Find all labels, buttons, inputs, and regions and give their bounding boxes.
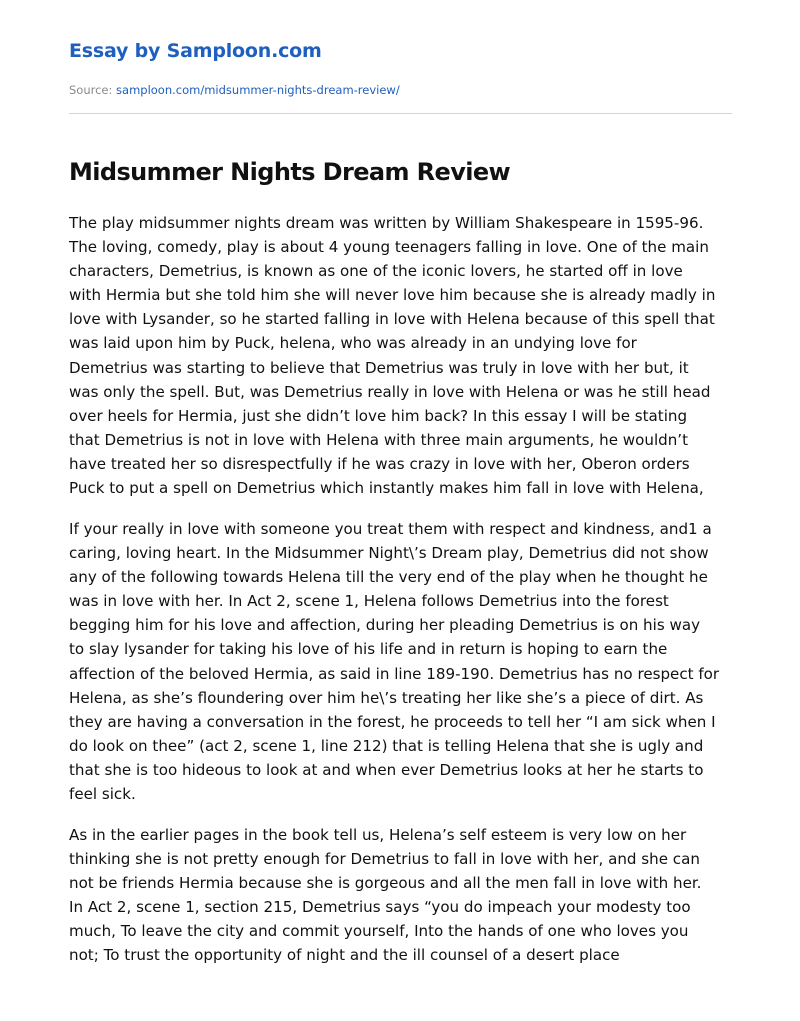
source-label: Source:: [69, 83, 113, 97]
text-line: feel sick.: [69, 785, 136, 804]
text-line: Puck to put a spell on Demetrius which instantly makes him fall in love with Helena,: [69, 479, 704, 498]
source-link[interactable]: samploon.com/midsummer-nights-dream-review/: [116, 83, 400, 97]
paragraph: [69, 211, 715, 500]
source-line: [69, 83, 400, 97]
paragraph: [69, 823, 702, 968]
text-line: As in the earlier pages in the book tell us, Helena’s self esteem is very low on her: [69, 826, 687, 844]
text-line: to slay lysander for taking his love of his life and in return is hoping to earn the: [69, 640, 668, 659]
paragraph: [69, 517, 719, 806]
text-line: over heels for Hermia, just she didn’t love him back? In this essay I will be stating: [69, 406, 688, 425]
text-line: was in love with her. In Act 2, scene 1, Helena follows Demetrius into the forest: [69, 592, 669, 611]
text-line: Demetrius was starting to believe that Demetrius was truly in love with her but, it: [69, 358, 689, 377]
text-line: affection of the beloved Hermia, as said in line 189-190. Demetrius has no respect for: [69, 664, 720, 683]
text-line: they are having a conversation in the forest, he proceeds to tell her “I am sick when I: [69, 712, 716, 731]
text-line: The play midsummer nights dream was written by William Shakespeare in 1595-96.: [69, 214, 704, 232]
text-line: was only the spell. But, was Demetrius really in love with Helena or was he still head: [69, 382, 711, 401]
text-line: with Hermia but she told him she will never love him because she is already madly in: [69, 286, 716, 305]
text-line: characters, Demetrius, is known as one of the iconic lovers, he started off in love: [69, 262, 683, 281]
site-brand: Essay by Samploon.com: [69, 40, 322, 62]
text-line: do look on thee” (act 2, scene 1, line 212) that is telling Helena that she is ugly and: [69, 736, 704, 755]
header-divider: [69, 113, 732, 114]
text-line: In Act 2, scene 1, section 215, Demetrius says “you do impeach your modesty too: [69, 898, 691, 917]
text-line: have treated her so disrespectfully if he was crazy in love with her, Oberon orders: [69, 454, 690, 473]
text-line: Helena, as she’s floundering over him he\’s treating her like she’s a piece of dirt. As: [69, 688, 704, 707]
text-line: thinking she is not pretty enough for Demetrius to fall in love with her, and she can: [69, 850, 700, 869]
article-title: Midsummer Nights Dream Review: [69, 158, 511, 186]
text-line: begging him for his love and affection, during her pleading Demetrius is on his way: [69, 616, 701, 635]
text-line: The loving, comedy, play is about 4 young teenagers falling in love. One of the main: [69, 238, 709, 257]
text-line: was laid upon him by Puck, helena, who was already in an undying love for: [69, 334, 637, 353]
text-line: caring, loving heart. In the Midsummer Night\’s Dream play, Demetrius did not show: [69, 544, 709, 563]
text-line: not be friends Hermia because she is gorgeous and all the men fall in love with her.: [69, 874, 702, 893]
text-line: that she is too hideous to look at and when ever Demetrius looks at her he starts to: [69, 760, 704, 779]
text-line: If your really in love with someone you treat them with respect and kindness, and1 a: [69, 520, 712, 538]
text-line: any of the following towards Helena till the very end of the play when he thought he: [69, 568, 708, 587]
text-line: much, To leave the city and commit yourself, Into the hands of one who loves you: [69, 922, 689, 941]
text-line: not; To trust the opportunity of night and the ill counsel of a desert place: [69, 946, 620, 965]
text-line: love with Lysander, so he started falling in love with Helena because of this spell that: [69, 310, 715, 329]
text-line: that Demetrius is not in love with Helena with three main arguments, he wouldn’t: [69, 430, 688, 449]
